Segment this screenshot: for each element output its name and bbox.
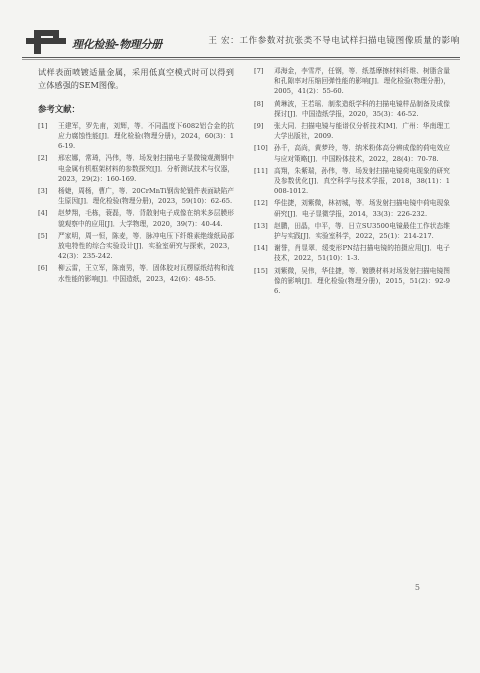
reference-text: 谢誉，肖显翠．缓变形PN结扫描电镜的拍摄应用[J]．电子技术，2022，51(10)：1-3. bbox=[274, 244, 450, 263]
right-column bbox=[254, 66, 450, 298]
reference-item bbox=[38, 121, 234, 152]
journal-logo-mark bbox=[26, 30, 66, 54]
reference-item bbox=[254, 221, 450, 241]
reference-item bbox=[38, 186, 234, 206]
page-header bbox=[22, 28, 460, 54]
reference-number: [7] bbox=[254, 67, 264, 75]
reference-number: [5] bbox=[38, 231, 48, 240]
journal-name: 理化检验-物理分册 bbox=[72, 38, 162, 51]
header-rule-thin bbox=[22, 59, 460, 60]
reference-item bbox=[254, 266, 450, 297]
header-rule bbox=[22, 57, 460, 58]
reference-text: 赵鹏，田晶，申平，等．日立SU3500电镜最佳工作状态维护与实践[J]．实验室科学，2022，25(1)：214-217. bbox=[274, 221, 450, 241]
reference-item bbox=[254, 198, 450, 218]
reference-number: [13] bbox=[254, 221, 268, 230]
reference-number: [9] bbox=[254, 122, 264, 131]
reference-text: 柳云雷，王立军，陈南男，等．固体胶对瓦楞原纸结构和流水性能的影响[J]．中国造纸，2023，42(6)：48-55. bbox=[58, 264, 234, 283]
reference-list-right bbox=[254, 66, 450, 296]
reference-text: 张大同．扫描电镜与能谱仪分析技术[M]．广州：华南理工大学出版社，2009. bbox=[274, 122, 450, 141]
reference-number: [4] bbox=[38, 209, 48, 218]
reference-list-left bbox=[38, 121, 234, 284]
running-title: 王 宏：工作参数对抗张类不导电试样扫描电镜图像质量的影响 bbox=[208, 36, 460, 46]
reference-number: [11] bbox=[254, 166, 268, 175]
references-heading: 参考文献： bbox=[38, 103, 80, 114]
reference-item bbox=[254, 166, 450, 197]
reference-text: 严家明，周一恒，陈麦，等．脉冲电压下纤维素绝缘纸局部放电特性的综合实验设计[J]．实验室研究与探索，2023，42(3)：235-242. bbox=[58, 231, 234, 261]
reference-text: 黄琳波，王若瑶．制浆造纸学科的扫描电镜样品制备及成像探讨[J]．中国造纸学报，2020，35(3)：46-52. bbox=[274, 99, 450, 118]
reference-item bbox=[254, 243, 450, 263]
reference-item bbox=[38, 263, 234, 283]
reference-number: [14] bbox=[254, 244, 268, 253]
reference-item bbox=[38, 153, 234, 184]
left-column bbox=[38, 66, 234, 286]
reference-item bbox=[38, 231, 234, 262]
reference-number: [10] bbox=[254, 144, 268, 153]
reference-item bbox=[254, 143, 450, 163]
body-paragraph: 试样表面喷镀适量金属，采用低真空模式时可以得到立体感强的SEM图像。 bbox=[38, 67, 234, 91]
reference-number: [15] bbox=[254, 266, 268, 275]
reference-text: 杨婕，周杨，曹广，等．20CrMnTi钢齿轮锻件表面缺陷产生原因[J]．理化检验(物理分册)，2023，59(10)：62-65. bbox=[58, 187, 234, 206]
reference-number: [6] bbox=[38, 264, 48, 273]
reference-text: 邢宏娜，常琦，冯伟，等．场发射扫描电子显微镜观测钢中电金属有机框架材料的参数探究[J]．分析测试技术与仪器，2023，29(2)：160-169. bbox=[58, 154, 234, 183]
reference-number: [2] bbox=[38, 154, 48, 163]
reference-text: 王建军，罗先甫，刘辉，等．不同温度下6082铝合金的抗应力腐蚀性能[J]．理化检验(物理分册)，2024，60(3)：16-19. bbox=[58, 121, 234, 151]
reference-number: [12] bbox=[254, 199, 268, 208]
reference-text: 刘紫微，吴伟，华佳捷，等．镀膜材料对场发射扫描电镜图像的影响[J]．理化检验(物理分册)，2015，51(2)：92-96. bbox=[274, 266, 450, 296]
reference-item bbox=[254, 121, 450, 141]
reference-number: [8] bbox=[254, 99, 264, 108]
reference-item bbox=[38, 208, 234, 228]
reference-text: 高翔，朱紫瑞，孙伟，等．场发射扫描电镜荷电现象的研究及参数优化[J]．真空科学与技术学报，2018，38(11)：1008-1012. bbox=[274, 166, 450, 196]
reference-text: 邓海金，李雪芹，任钢，等．纸基摩擦材料纤维、树脂含量和孔隙率对压缩回弹性能的影响[J]．理化检验(物理分册)，2005，41(2)：55-60. bbox=[274, 67, 450, 96]
reference-text: 赵梦翔，毛栋，蓑磊，等．背散射电子成像在纳米多层膜形貌观察中的应用[J]．大学物理，2020，39(7)：40-44. bbox=[58, 209, 234, 228]
reference-number: [1] bbox=[38, 121, 48, 130]
page-number: 5 bbox=[414, 583, 420, 592]
reference-number: [3] bbox=[38, 187, 48, 196]
reference-text: 华佳捷，刘紫微，林初城，等．场发射扫描电镜中荷电现象研究[J]．电子显微学报，2014，33(3)：226-232. bbox=[274, 199, 450, 218]
reference-text: 孙千，高尚，黄梦玲，等．纳米粉体高分辨成像的荷电效应与应对策略[J]．中国粉体技术，2022，28(4)：70-78. bbox=[274, 144, 450, 163]
reference-item bbox=[254, 99, 450, 119]
reference-item bbox=[254, 66, 450, 97]
